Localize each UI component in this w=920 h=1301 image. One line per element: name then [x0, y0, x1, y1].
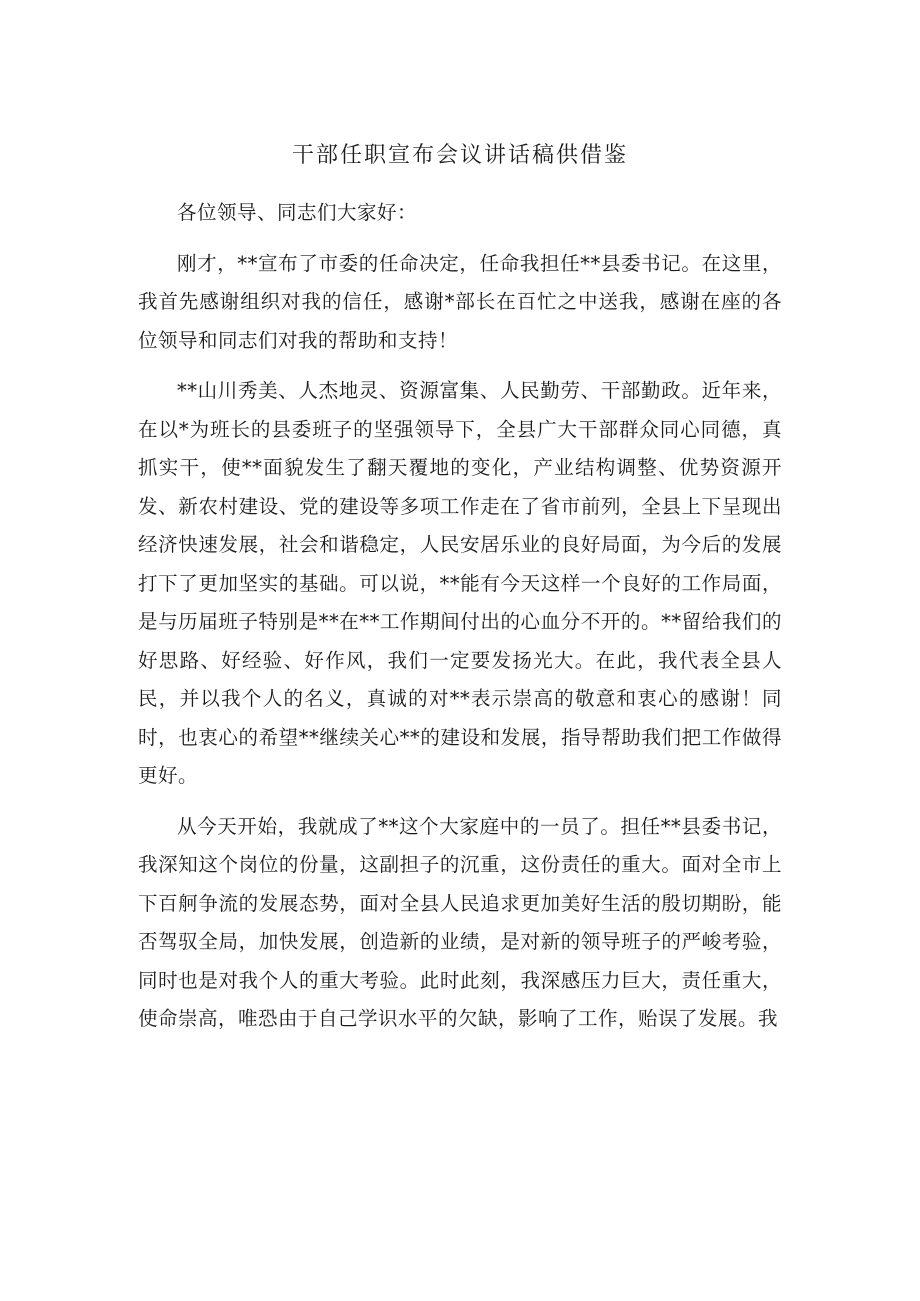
- greeting: 各位领导、同志们大家好：: [177, 201, 418, 224]
- paragraph-2: **山川秀美、人杰地灵、资源富集、人民勤劳、干部勤政。近年来，在以*为班长的县委班子的坚强领导下，全县广大干部群众同心同德，真抓实干，使**面貌发生了翻天覆地的变化，产业结构调整、优势资源开发、新农村建设、党的建设等多项工作走在了省市前列，全县上下呈现出经济快速发展，社会和谐稳定，人民安居乐业的良好局面，为今后的发展打下了更加坚实的基础。可以说，**能有今天这样一个良好的工作局面，是与历届班子特别是**在**工作期间付出的心血分不开的。**留给我们的好思路、好经验、好作风，我们一定要发扬光大。在此，我代表全县人民，并以我个人的名义，真诚的对**表示崇高的敬意和衷心的感谢！同时，也衷心的希望**继续关心**的建设和发展，指导帮助我们把工作做得更好。: [138, 379, 782, 787]
- document-title: 干部任职宣布会议讲话稿供借鉴: [291, 143, 628, 168]
- paragraph-3: 从今天开始，我就成了**这个大家庭中的一员了。担任**县委书记，我深知这个岗位的份量，这副担子的沉重，这份责任的重大。面对全市上下百舸争流的发展态势，面对全县人民追求更加美好生活的殷切期盼，能否驾驭全局，加快发展，创造新的业绩，是对新的领导班子的严峻考验，同时也是对我个人的重大考验。此时此刻，我深感压力巨大，责任重大，使命崇高，唯恐由于自己学识水平的欠缺，影响了工作，贻误了发展。我: [138, 814, 782, 1030]
- paragraph-1: 刚才，**宣布了市委的任命决定，任命我担任**县委书记。在这里，我首先感谢组织对我的信任，感谢*部长在百忙之中送我，感谢在座的各位领导和同志们对我的帮助和支持！: [138, 251, 782, 352]
